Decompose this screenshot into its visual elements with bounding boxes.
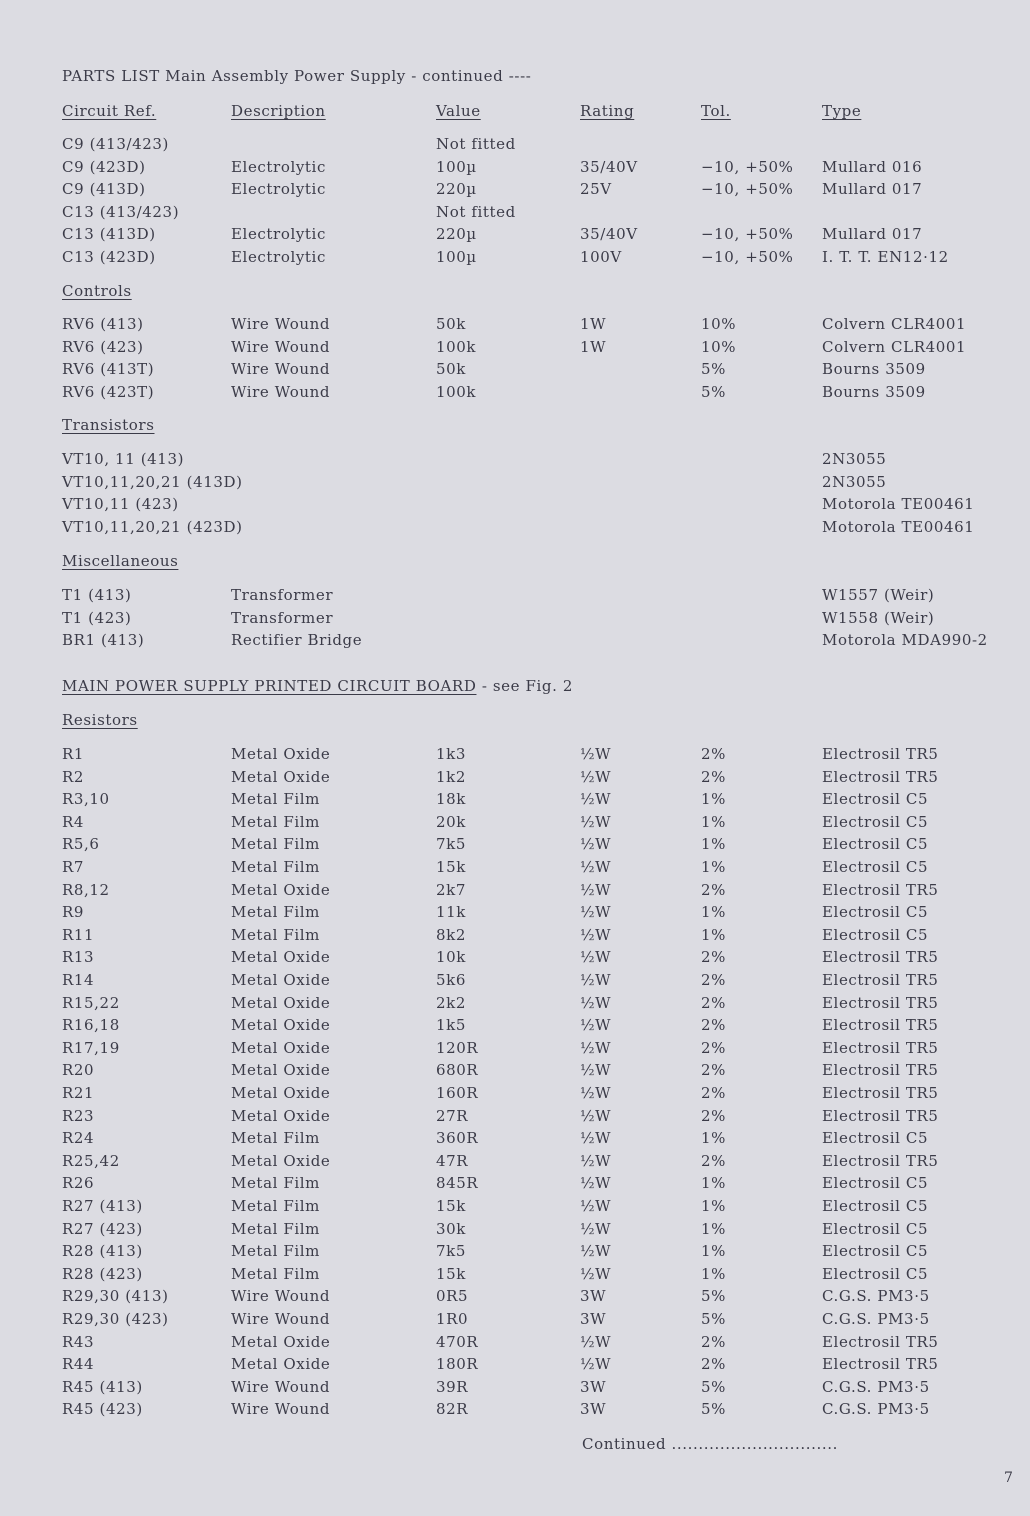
cell-value: 100µ [436,158,477,176]
cell-circuit-ref: R26 [62,1174,95,1192]
cell-tolerance: 2% [701,881,726,899]
cell-type: W1558 (Weir) [822,609,935,627]
cell-type: Electrosil TR5 [822,948,939,966]
cell-tolerance: 1% [701,858,726,876]
cell-value: 47R [436,1152,469,1170]
cell-rating: 3W [580,1400,607,1418]
cell-tolerance: 1% [701,790,726,808]
cell-type: Bourns 3509 [822,383,926,401]
cell-description: Metal Film [231,1220,320,1238]
cell-value: 220µ [436,225,477,243]
cell-rating: ½W [580,1016,612,1034]
cell-description: Metal Film [231,835,320,853]
cell-rating: 35/40V [580,158,638,176]
cell-type: Electrosil TR5 [822,1355,939,1373]
cell-description: Metal Film [231,926,320,944]
page-number: 7 [1004,1470,1014,1486]
cell-rating: ½W [580,1107,612,1125]
cell-description: Electrolytic [231,180,326,198]
cell-circuit-ref: R4 [62,813,85,831]
cell-description: Metal Oxide [231,1084,331,1102]
cell-rating: ½W [580,948,612,966]
cell-type: Colvern CLR4001 [822,315,967,333]
cell-value: 180R [436,1355,479,1373]
cell-description: Rectifier Bridge [231,631,363,649]
cell-circuit-ref: R1 [62,745,85,763]
cell-circuit-ref: C9 (423D) [62,158,146,176]
cell-circuit-ref: R23 [62,1107,95,1125]
cell-tolerance: −10, +50% [701,158,794,176]
continued-note: Continued ............................... [582,1435,838,1453]
cell-circuit-ref: R20 [62,1061,95,1079]
cell-type: Electrosil C5 [822,858,929,876]
cell-tolerance: 1% [701,1197,726,1215]
cell-value: 845R [436,1174,479,1192]
header-value: Value [436,102,481,120]
cell-value: 680R [436,1061,479,1079]
cell-rating: ½W [580,768,612,786]
cell-value: 15k [436,858,466,876]
cell-tolerance: 1% [701,926,726,944]
cell-type: Electrosil C5 [822,1129,929,1147]
cell-type: Electrosil C5 [822,1265,929,1283]
cell-type: Electrosil TR5 [822,1152,939,1170]
cell-rating: ½W [580,1355,612,1373]
cell-type: C.G.S. PM3·5 [822,1400,930,1418]
cell-description: Wire Wound [231,1400,331,1418]
cell-rating: 35/40V [580,225,638,243]
cell-value: 470R [436,1333,479,1351]
cell-description: Metal Film [231,903,320,921]
cell-circuit-ref: R27 (423) [62,1220,143,1238]
cell-tolerance: 1% [701,1129,726,1147]
cell-value: 20k [436,813,466,831]
cell-value: 100k [436,383,477,401]
transistors-heading: Transistors [62,416,155,434]
cell-rating: ½W [580,1152,612,1170]
cell-description: Electrolytic [231,248,326,266]
cell-tolerance: 1% [701,835,726,853]
cell-circuit-ref: R27 (413) [62,1197,143,1215]
cell-type: Electrosil TR5 [822,971,939,989]
header-rating: Rating [580,102,635,120]
cell-rating: ½W [580,1265,612,1283]
cell-tolerance: −10, +50% [701,225,794,243]
cell-type: Electrosil C5 [822,903,929,921]
cell-type: Electrosil TR5 [822,881,939,899]
cell-tolerance: 2% [701,1333,726,1351]
cell-value: Not fitted [436,135,516,153]
cell-rating: ½W [580,1129,612,1147]
cell-tolerance: −10, +50% [701,180,794,198]
cell-rating: ½W [580,881,612,899]
pcb-heading-suffix: - see Fig. 2 [476,677,573,695]
cell-value: 50k [436,315,466,333]
cell-value: 1R0 [436,1310,469,1328]
cell-tolerance: 1% [701,813,726,831]
header-tolerance: Tol. [701,102,731,120]
cell-circuit-ref: R3,10 [62,790,110,808]
cell-value: 1k3 [436,745,466,763]
cell-circuit-ref: RV6 (423) [62,338,144,356]
cell-type: Electrosil TR5 [822,1333,939,1351]
cell-description: Wire Wound [231,360,331,378]
cell-tolerance: 2% [701,768,726,786]
cell-description: Wire Wound [231,1310,331,1328]
cell-description: Metal Oxide [231,1039,331,1057]
cell-circuit-ref: RV6 (423T) [62,383,155,401]
cell-circuit-ref: C9 (413D) [62,180,146,198]
cell-rating: 100V [580,248,622,266]
cell-value: 8k2 [436,926,466,944]
cell-rating: ½W [580,1039,612,1057]
cell-type: Motorola MDA990-2 [822,631,988,649]
cell-value: 15k [436,1265,466,1283]
cell-description: Metal Film [231,1242,320,1260]
cell-circuit-ref: C9 (413/423) [62,135,170,153]
header-description: Description [231,102,326,120]
cell-type: Electrosil C5 [822,1174,929,1192]
cell-tolerance: 2% [701,1107,726,1125]
cell-tolerance: 10% [701,315,737,333]
cell-type: C.G.S. PM3·5 [822,1287,930,1305]
cell-circuit-ref: R28 (413) [62,1242,143,1260]
cell-tolerance: 5% [701,360,726,378]
cell-tolerance: 1% [701,1174,726,1192]
cell-type: Electrosil C5 [822,1220,929,1238]
cell-type: Mullard 016 [822,158,923,176]
cell-value: 0R5 [436,1287,469,1305]
resistors-heading: Resistors [62,711,138,729]
cell-circuit-ref: R13 [62,948,95,966]
cell-tolerance: 2% [701,994,726,1012]
cell-value: 1k5 [436,1016,466,1034]
cell-description: Metal Oxide [231,948,331,966]
cell-circuit-ref: R45 (423) [62,1400,143,1418]
cell-type: I. T. T. EN12·12 [822,248,949,266]
cell-value: 120R [436,1039,479,1057]
cell-circuit-ref: VT10,11 (423) [62,495,179,513]
cell-tolerance: 5% [701,1400,726,1418]
cell-rating: 3W [580,1287,607,1305]
cell-circuit-ref: C13 (423D) [62,248,156,266]
cell-description: Metal Oxide [231,1061,331,1079]
cell-tolerance: 5% [701,1378,726,1396]
cell-type: Electrosil TR5 [822,1084,939,1102]
cell-type: Bourns 3509 [822,360,926,378]
header-type: Type [822,102,862,120]
cell-tolerance: 1% [701,903,726,921]
cell-description: Metal Oxide [231,1152,331,1170]
cell-rating: ½W [580,1220,612,1238]
cell-description: Transformer [231,586,334,604]
cell-circuit-ref: RV6 (413T) [62,360,155,378]
cell-value: 15k [436,1197,466,1215]
cell-tolerance: 1% [701,1242,726,1260]
cell-value: 27R [436,1107,469,1125]
cell-type: Mullard 017 [822,180,923,198]
cell-circuit-ref: R43 [62,1333,95,1351]
pcb-heading-text: MAIN POWER SUPPLY PRINTED CIRCUIT BOARD [62,677,477,695]
cell-type: Electrosil TR5 [822,1107,939,1125]
cell-value: 100µ [436,248,477,266]
cell-value: 100k [436,338,477,356]
cell-description: Transformer [231,609,334,627]
cell-circuit-ref: R29,30 (423) [62,1310,169,1328]
cell-type: Electrosil TR5 [822,745,939,763]
cell-type: Electrosil TR5 [822,1016,939,1034]
cell-rating: ½W [580,790,612,808]
cell-tolerance: 2% [701,1084,726,1102]
cell-circuit-ref: C13 (413D) [62,225,156,243]
cell-value: 82R [436,1400,469,1418]
cell-circuit-ref: R44 [62,1355,95,1373]
cell-description: Metal Oxide [231,881,331,899]
cell-description: Metal Film [231,1129,320,1147]
cell-circuit-ref: R45 (413) [62,1378,143,1396]
cell-circuit-ref: R25,42 [62,1152,120,1170]
cell-value: 11k [436,903,466,921]
cell-value: Not fitted [436,203,516,221]
cell-type: W1557 (Weir) [822,586,935,604]
cell-rating: ½W [580,745,612,763]
cell-description: Metal Oxide [231,1333,331,1351]
cell-rating: ½W [580,971,612,989]
cell-type: Motorola TE00461 [822,518,975,536]
cell-tolerance: 5% [701,383,726,401]
cell-circuit-ref: C13 (413/423) [62,203,180,221]
cell-circuit-ref: R15,22 [62,994,120,1012]
cell-rating: ½W [580,903,612,921]
cell-type: C.G.S. PM3·5 [822,1378,930,1396]
cell-value: 1k2 [436,768,466,786]
cell-description: Metal Film [231,813,320,831]
cell-tolerance: 2% [701,1152,726,1170]
cell-description: Metal Film [231,858,320,876]
cell-description: Wire Wound [231,315,331,333]
cell-rating: ½W [580,926,612,944]
cell-type: Electrosil C5 [822,926,929,944]
cell-tolerance: 1% [701,1265,726,1283]
cell-description: Metal Oxide [231,971,331,989]
cell-value: 10k [436,948,466,966]
cell-rating: ½W [580,1242,612,1260]
cell-value: 7k5 [436,835,466,853]
miscellaneous-heading: Miscellaneous [62,552,179,570]
cell-circuit-ref: VT10, 11 (413) [62,450,185,468]
cell-circuit-ref: R16,18 [62,1016,120,1034]
cell-circuit-ref: R5,6 [62,835,100,853]
cell-type: Colvern CLR4001 [822,338,967,356]
cell-value: 360R [436,1129,479,1147]
cell-description: Metal Film [231,1197,320,1215]
cell-description: Metal Oxide [231,994,331,1012]
cell-value: 50k [436,360,466,378]
cell-tolerance: 2% [701,948,726,966]
cell-rating: 1W [580,315,607,333]
cell-value: 2k2 [436,994,466,1012]
cell-value: 39R [436,1378,469,1396]
cell-description: Metal Oxide [231,1355,331,1373]
cell-tolerance: 5% [701,1310,726,1328]
cell-circuit-ref: R29,30 (413) [62,1287,169,1305]
cell-rating: 25V [580,180,612,198]
cell-type: Electrosil C5 [822,1242,929,1260]
cell-rating: ½W [580,1333,612,1351]
cell-description: Metal Film [231,1174,320,1192]
cell-type: Electrosil C5 [822,835,929,853]
cell-rating: ½W [580,835,612,853]
cell-circuit-ref: R8,12 [62,881,110,899]
cell-description: Wire Wound [231,1378,331,1396]
cell-circuit-ref: RV6 (413) [62,315,144,333]
cell-tolerance: 1% [701,1220,726,1238]
cell-description: Metal Film [231,790,320,808]
cell-circuit-ref: R2 [62,768,85,786]
cell-description: Wire Wound [231,383,331,401]
cell-circuit-ref: R11 [62,926,95,944]
cell-description: Metal Oxide [231,745,331,763]
cell-description: Electrolytic [231,225,326,243]
cell-circuit-ref: R7 [62,858,85,876]
pcb-section-heading [62,677,573,695]
cell-circuit-ref: R28 (423) [62,1265,143,1283]
cell-circuit-ref: VT10,11,20,21 (413D) [62,473,243,491]
cell-tolerance: 2% [701,1039,726,1057]
cell-circuit-ref: VT10,11,20,21 (423D) [62,518,243,536]
cell-type: C.G.S. PM3·5 [822,1310,930,1328]
cell-description: Wire Wound [231,1287,331,1305]
cell-type: Electrosil TR5 [822,768,939,786]
cell-type: Electrosil C5 [822,813,929,831]
controls-heading: Controls [62,282,132,300]
cell-type: 2N3055 [822,450,887,468]
cell-type: Motorola TE00461 [822,495,975,513]
cell-type: Electrosil C5 [822,790,929,808]
cell-tolerance: −10, +50% [701,248,794,266]
header-circuit-ref: Circuit Ref. [62,102,157,120]
cell-value: 220µ [436,180,477,198]
cell-description: Wire Wound [231,338,331,356]
cell-circuit-ref: BR1 (413) [62,631,145,649]
cell-value: 18k [436,790,466,808]
cell-tolerance: 2% [701,1355,726,1373]
cell-description: Metal Film [231,1265,320,1283]
cell-value: 7k5 [436,1242,466,1260]
cell-circuit-ref: T1 (423) [62,609,132,627]
cell-rating: 1W [580,338,607,356]
cell-rating: 3W [580,1310,607,1328]
cell-value: 2k7 [436,881,466,899]
cell-rating: ½W [580,1174,612,1192]
cell-description: Metal Oxide [231,1107,331,1125]
cell-rating: 3W [580,1378,607,1396]
cell-type: 2N3055 [822,473,887,491]
cell-type: Electrosil TR5 [822,1039,939,1057]
cell-rating: ½W [580,1084,612,1102]
cell-rating: ½W [580,858,612,876]
cell-circuit-ref: R9 [62,903,85,921]
cell-tolerance: 2% [701,971,726,989]
cell-description: Metal Oxide [231,1016,331,1034]
cell-tolerance: 2% [701,745,726,763]
page-title: PARTS LIST Main Assembly Power Supply - continued ---- [62,67,532,85]
cell-circuit-ref: T1 (413) [62,586,132,604]
cell-value: 5k6 [436,971,466,989]
cell-tolerance: 5% [701,1287,726,1305]
cell-rating: ½W [580,1197,612,1215]
cell-rating: ½W [580,813,612,831]
cell-value: 160R [436,1084,479,1102]
cell-type: Electrosil TR5 [822,1061,939,1079]
cell-type: Mullard 017 [822,225,923,243]
cell-description: Metal Oxide [231,768,331,786]
cell-circuit-ref: R14 [62,971,95,989]
cell-type: Electrosil C5 [822,1197,929,1215]
cell-circuit-ref: R24 [62,1129,95,1147]
cell-tolerance: 10% [701,338,737,356]
cell-tolerance: 2% [701,1061,726,1079]
cell-description: Electrolytic [231,158,326,176]
cell-value: 30k [436,1220,466,1238]
cell-circuit-ref: R17,19 [62,1039,120,1057]
cell-rating: ½W [580,994,612,1012]
cell-type: Electrosil TR5 [822,994,939,1012]
cell-tolerance: 2% [701,1016,726,1034]
cell-rating: ½W [580,1061,612,1079]
cell-circuit-ref: R21 [62,1084,95,1102]
